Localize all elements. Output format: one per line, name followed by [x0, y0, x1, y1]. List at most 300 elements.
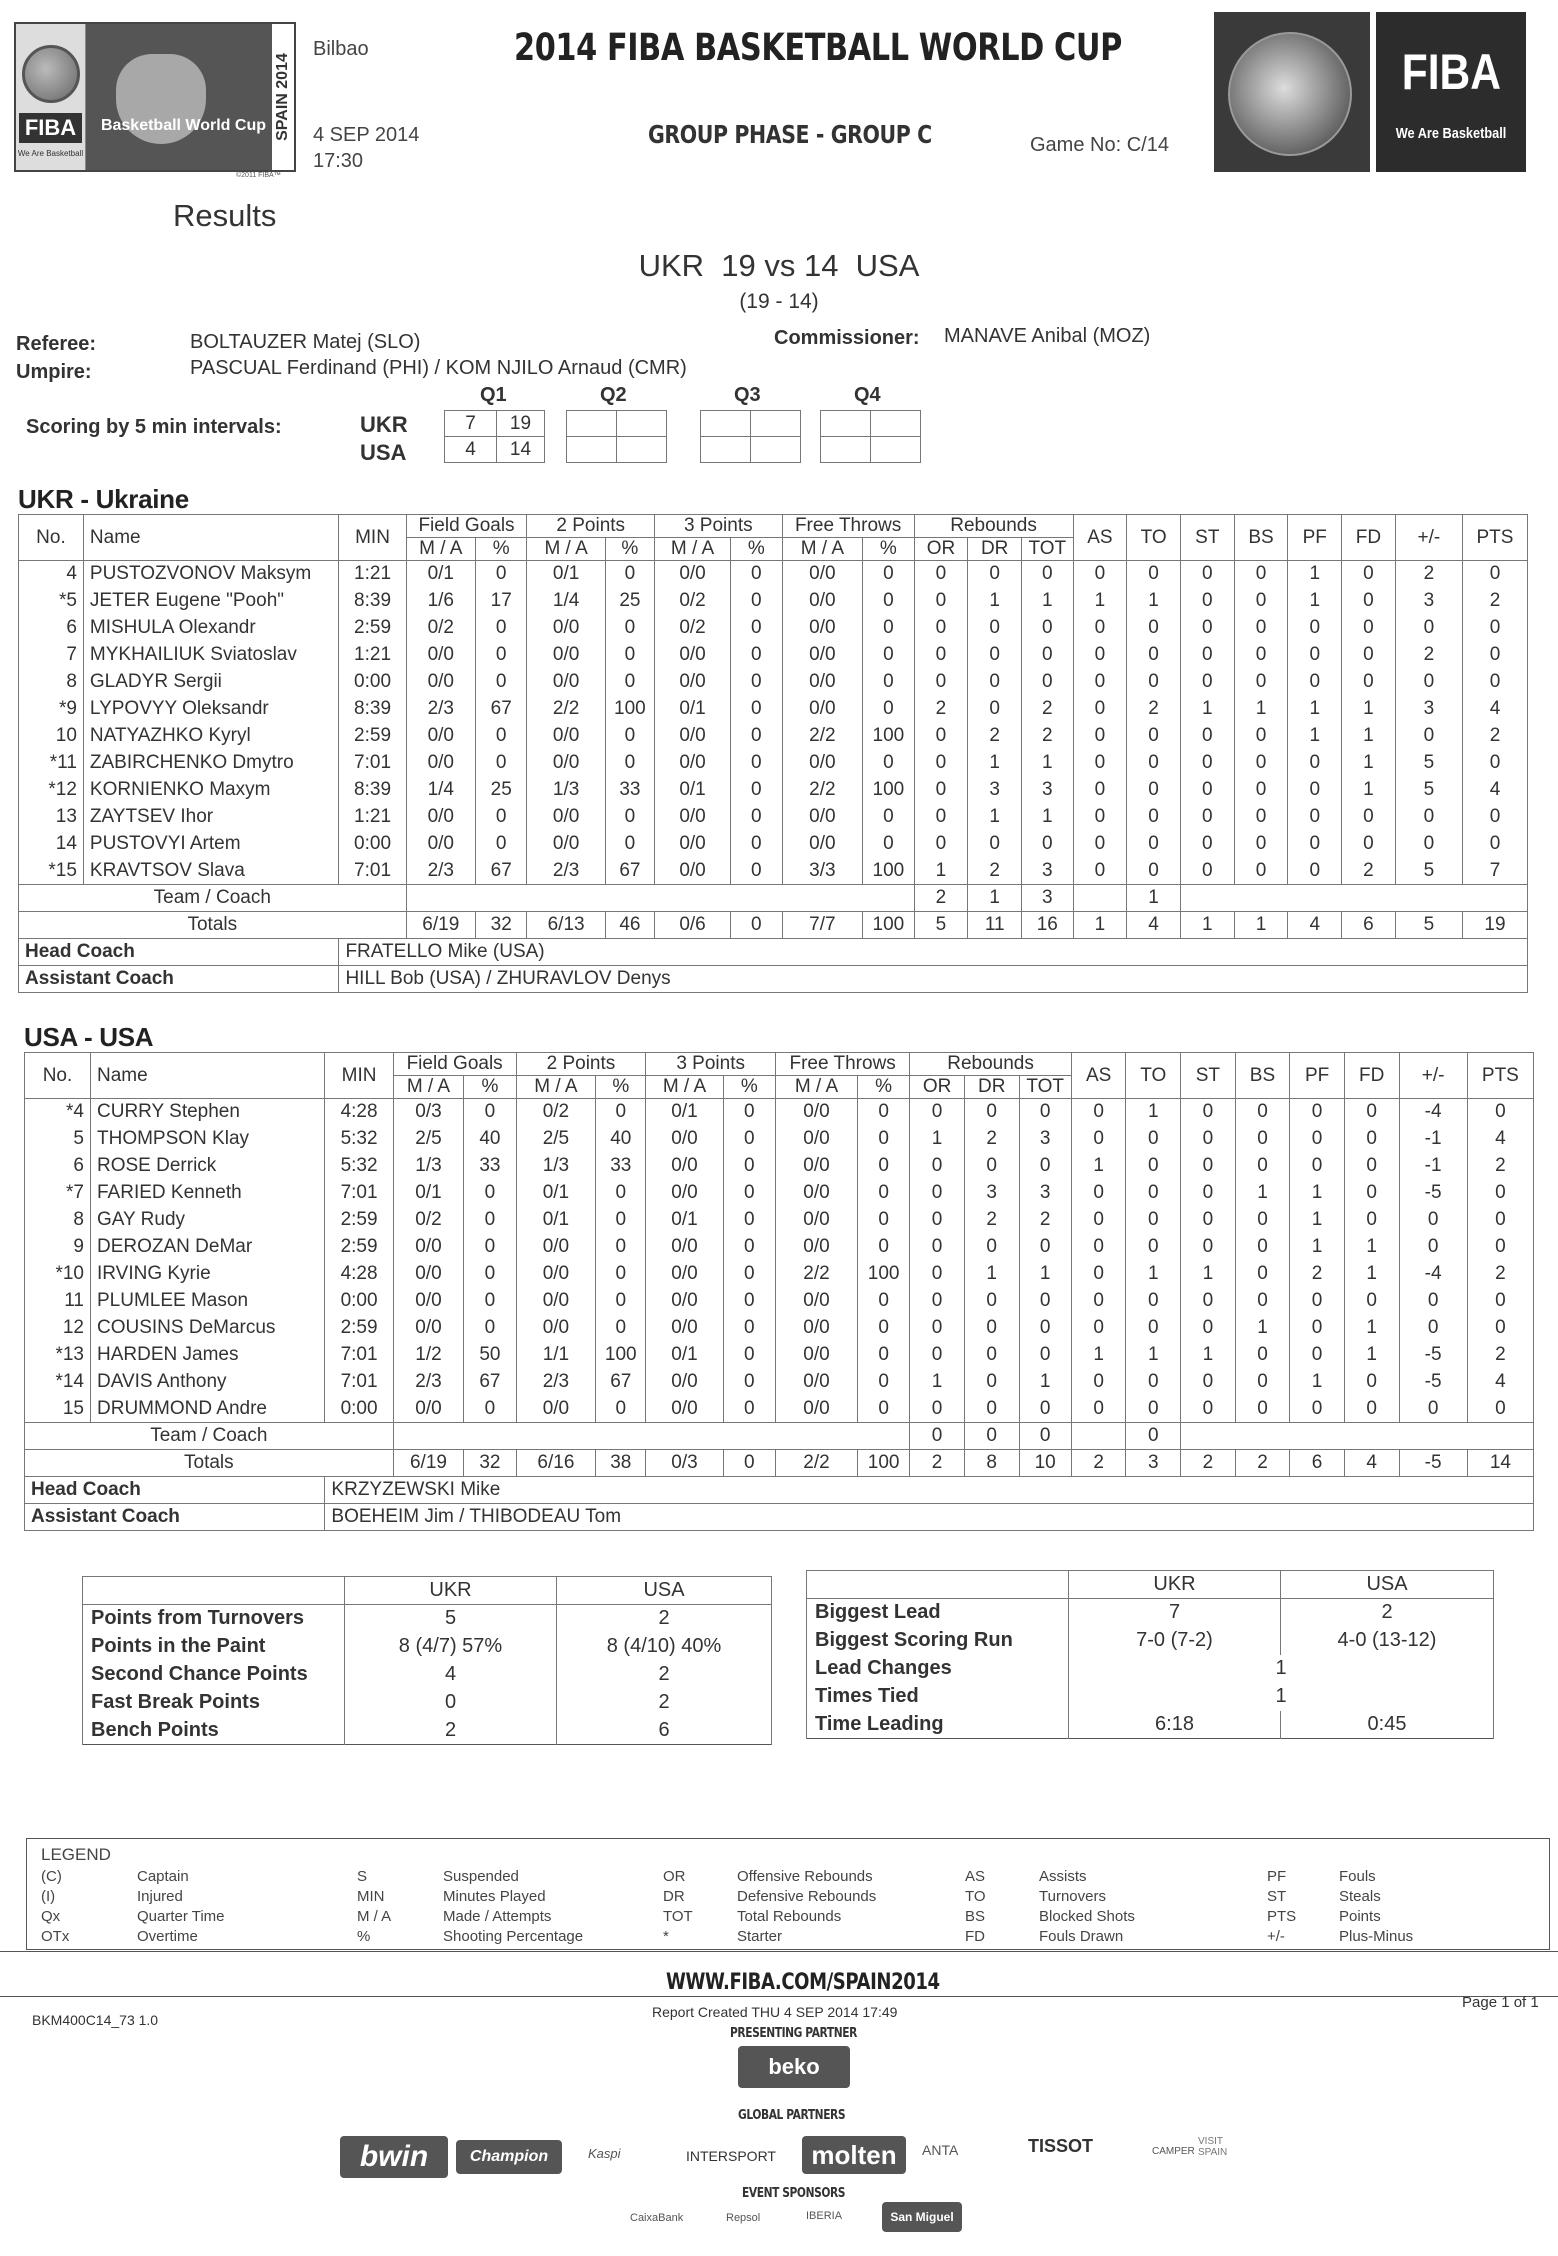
player-stat-cell: 0 [910, 1261, 965, 1288]
team-tot: 0 [1019, 1423, 1071, 1450]
player-stat-cell: 2/3 [527, 858, 605, 885]
player-stat-cell: 3 [1395, 588, 1462, 615]
player-stat-cell: 0 [1234, 561, 1288, 588]
player-stat-cell: 1 [1342, 696, 1396, 723]
player-stat-cell: 4:28 [325, 1099, 393, 1126]
final-score: UKR 19 vs 14 USA [638, 248, 920, 283]
player-stat-cell: 4 [1462, 777, 1527, 804]
player-stat-cell: 0 [910, 1207, 965, 1234]
col-st: ST [1181, 1053, 1236, 1099]
website-link[interactable]: WWW.FIBA.COM/SPAIN2014 [666, 1970, 940, 1995]
player-stat-cell: 0 [1127, 777, 1181, 804]
col-sub-ma: M / A [406, 538, 475, 561]
player-stat-cell: 0 [1399, 1234, 1467, 1261]
player-stat-cell: 0 [1462, 561, 1527, 588]
player-stat-cell: 1/3 [527, 777, 605, 804]
player-stat-cell: 0 [863, 831, 914, 858]
player-stat-cell: 0 [464, 1396, 516, 1423]
player-stat-cell: 0/2 [655, 588, 731, 615]
interval-cell: 7 [445, 411, 497, 437]
total-stat-cell: 6/16 [516, 1450, 596, 1477]
player-stat-cell: 0/0 [776, 1369, 858, 1396]
total-stat-cell: 4 [1288, 912, 1342, 939]
legend-meaning: Captain [137, 1868, 189, 1885]
player-stat-cell: 2:59 [339, 615, 406, 642]
player-stat-cell: 1/3 [393, 1153, 464, 1180]
player-stat-cell: 0 [731, 723, 782, 750]
player-stat-cell: 0 [1462, 750, 1527, 777]
col-st: ST [1180, 515, 1234, 561]
player-stat-cell: 1 [1234, 696, 1288, 723]
repsol-logo: Repsol [726, 2212, 761, 2224]
col-pts: PTS [1462, 515, 1527, 561]
player-stat-cell: 0:00 [339, 831, 406, 858]
col-name: Name [83, 515, 339, 561]
team-or: 0 [910, 1423, 965, 1450]
legend-meaning: Fouls Drawn [1039, 1928, 1124, 1945]
player-stat-cell: 0 [1395, 831, 1462, 858]
player-stat-cell: 0 [464, 1234, 516, 1261]
player-stat-cell: *12 [19, 777, 84, 804]
col-sub-pct: % [857, 1076, 909, 1099]
player-stat-cell: 0/1 [393, 1180, 464, 1207]
legend-abbr: +/- [1267, 1928, 1285, 1945]
player-stat-cell: 0 [1071, 1261, 1126, 1288]
player-stat-cell: 40 [596, 1126, 646, 1153]
col-min: MIN [339, 515, 406, 561]
player-stat-cell: DEROZAN DeMar [91, 1234, 325, 1261]
player-stat-cell: 1 [1288, 588, 1342, 615]
player-stat-cell: NATYAZHKO Kyryl [83, 723, 339, 750]
player-stat-cell: 0/0 [527, 615, 605, 642]
player-stat-cell: 0 [1344, 1180, 1399, 1207]
assistant-coach-label: Assistant Coach [19, 966, 339, 993]
player-stat-cell: 0 [1071, 1207, 1126, 1234]
player-stat-cell: 0 [723, 1261, 775, 1288]
player-stat-cell: 0 [1467, 1396, 1533, 1423]
player-stat-cell: 0/0 [655, 642, 731, 669]
player-row [19, 642, 1528, 669]
player-stat-cell: 0 [857, 1288, 909, 1315]
player-stat-cell: 0 [1180, 750, 1234, 777]
player-stat-cell: DRUMMOND Andre [91, 1396, 325, 1423]
player-stat-cell: 0/1 [646, 1342, 723, 1369]
player-stat-cell: 0 [605, 750, 654, 777]
player-stat-cell: 67 [475, 858, 526, 885]
col-2pt: 2 Points [516, 1053, 646, 1076]
player-stat-cell: 0 [1234, 588, 1288, 615]
total-stat-cell: 6 [1342, 912, 1396, 939]
legend-meaning: Offensive Rebounds [737, 1868, 873, 1885]
col-sub-dr: DR [968, 538, 1022, 561]
player-stat-cell: 0 [1022, 669, 1073, 696]
player-stat-cell: 0/0 [646, 1369, 723, 1396]
col-sub-pct: % [464, 1076, 516, 1099]
player-stat-cell: 33 [596, 1153, 646, 1180]
player-stat-cell: 1 [1071, 1342, 1126, 1369]
player-stat-cell: 0 [968, 642, 1022, 669]
player-stat-cell: 0 [1395, 804, 1462, 831]
player-stat-cell: 0 [863, 696, 914, 723]
player-stat-cell: 0 [475, 669, 526, 696]
total-stat-cell: 3 [1126, 1450, 1181, 1477]
player-stat-cell: 0 [1462, 669, 1527, 696]
player-stat-cell: 0 [857, 1207, 909, 1234]
player-stat-cell: 2 [914, 696, 968, 723]
player-stat-cell: 0 [914, 669, 968, 696]
player-stat-cell: 0 [1288, 858, 1342, 885]
game-number: Game No: C/14 [1030, 134, 1169, 156]
player-stat-cell: 0:00 [325, 1396, 393, 1423]
player-stat-cell: *10 [25, 1261, 91, 1288]
player-stat-cell: 0/0 [393, 1288, 464, 1315]
player-stat-cell: 1/2 [393, 1342, 464, 1369]
total-stat-cell: 5 [914, 912, 968, 939]
player-stat-cell: 0 [1126, 1126, 1181, 1153]
player-stat-cell: 0 [731, 831, 782, 858]
umpire-label: Umpire: [16, 361, 92, 383]
game-date: 4 SEP 2014 [313, 124, 420, 146]
player-stat-cell: 0 [1181, 1153, 1236, 1180]
col-sub-tot: TOT [1022, 538, 1073, 561]
col-3pt: 3 Points [655, 515, 783, 538]
total-stat-cell: 0 [731, 912, 782, 939]
player-stat-cell: 0 [1342, 588, 1396, 615]
player-stat-cell: 0 [1022, 642, 1073, 669]
player-stat-cell: 3 [1019, 1180, 1071, 1207]
player-stat-cell: 8:39 [339, 777, 406, 804]
legend-abbr: ST [1267, 1888, 1287, 1905]
event-logo-art [86, 24, 272, 170]
player-row [25, 1369, 1534, 1396]
player-stat-cell: 0 [1180, 642, 1234, 669]
q1-label: Q1 [480, 384, 507, 406]
player-stat-cell: 0/0 [782, 831, 863, 858]
player-stat-cell: 3 [968, 777, 1022, 804]
player-stat-cell: 67 [605, 858, 654, 885]
player-stat-cell: 6 [25, 1153, 91, 1180]
player-stat-cell: 0 [1467, 1288, 1533, 1315]
player-row [25, 1261, 1534, 1288]
player-stat-cell: 0 [1395, 723, 1462, 750]
player-stat-cell: 0 [596, 1207, 646, 1234]
player-stat-cell: 0 [1127, 750, 1181, 777]
player-stat-cell: 0 [1073, 858, 1127, 885]
referee-label: Referee: [16, 333, 97, 355]
legend-meaning: Steals [1339, 1888, 1381, 1905]
player-stat-cell: 1 [964, 1261, 1019, 1288]
q4-interval-grid [820, 410, 921, 463]
interval-cell: 19 [497, 411, 545, 437]
player-stat-cell: 0 [1126, 1369, 1181, 1396]
player-stat-cell: 0 [1071, 1180, 1126, 1207]
player-stat-cell: 1 [1235, 1315, 1290, 1342]
player-stat-cell: 0 [964, 1153, 1019, 1180]
player-stat-cell: 0 [1235, 1342, 1290, 1369]
player-stat-cell: 2 [1395, 642, 1462, 669]
total-stat-cell: 32 [464, 1450, 516, 1477]
q4-label: Q4 [854, 384, 881, 406]
player-stat-cell: 1 [910, 1369, 965, 1396]
player-stat-cell: 1 [1126, 1099, 1181, 1126]
legend-abbr: PF [1267, 1868, 1287, 1885]
points-value: 8 (4/7) 57% [345, 1633, 557, 1661]
legend-meaning: Total Rebounds [737, 1908, 842, 1925]
player-stat-cell: 0 [964, 1396, 1019, 1423]
player-stat-cell: 0/0 [776, 1126, 858, 1153]
legend-abbr: PTS [1267, 1908, 1297, 1925]
totals-row [25, 1450, 1534, 1477]
player-stat-cell: 3 [964, 1180, 1019, 1207]
player-row [25, 1342, 1534, 1369]
total-stat-cell: 14 [1467, 1450, 1533, 1477]
player-stat-cell: 0 [914, 831, 968, 858]
player-stat-cell: 0:00 [325, 1288, 393, 1315]
player-stat-cell: 14 [19, 831, 84, 858]
player-stat-cell: 0 [1019, 1234, 1071, 1261]
player-stat-cell: 0 [1071, 1234, 1126, 1261]
player-row [19, 723, 1528, 750]
bwin-logo: bwin [340, 2136, 448, 2178]
player-stat-cell: 0 [1022, 561, 1073, 588]
player-stat-cell: 1 [1181, 1261, 1236, 1288]
player-stat-cell: THOMPSON Klay [91, 1126, 325, 1153]
player-stat-cell: 0 [910, 1180, 965, 1207]
player-stat-cell: 1 [1235, 1180, 1290, 1207]
player-stat-cell: 0 [723, 1315, 775, 1342]
player-stat-cell: 7:01 [339, 750, 406, 777]
player-stat-cell: 0 [1235, 1261, 1290, 1288]
player-stat-cell: GAY Rudy [91, 1207, 325, 1234]
player-stat-cell: 1 [1290, 1369, 1345, 1396]
player-stat-cell: 0:00 [339, 669, 406, 696]
head-coach-label: Head Coach [19, 939, 339, 966]
player-stat-cell: 1 [1022, 804, 1073, 831]
player-stat-cell: COUSINS DeMarcus [91, 1315, 325, 1342]
player-stat-cell: 0 [1342, 561, 1396, 588]
player-stat-cell: 1/4 [527, 588, 605, 615]
legend-meaning: Points [1339, 1908, 1381, 1925]
logo-copyright: ©2011 FIBA™ [236, 172, 281, 179]
player-stat-cell: 0 [968, 615, 1022, 642]
globe-basketball-icon [1228, 32, 1352, 156]
player-stat-cell: 0/0 [655, 804, 731, 831]
player-stat-cell: 8 [19, 669, 84, 696]
total-stat-cell: 6/13 [527, 912, 605, 939]
col-sub-ma: M / A [776, 1076, 858, 1099]
report-code: BKM400C14_73 1.0 [32, 2012, 159, 2028]
team-or: 2 [914, 885, 968, 912]
player-stat-cell: 0/0 [655, 750, 731, 777]
iberia-logo: IBERIA [806, 2210, 843, 2222]
player-stat-cell: *5 [19, 588, 84, 615]
player-stat-cell: 0 [863, 642, 914, 669]
player-stat-cell: 12 [25, 1315, 91, 1342]
legend-abbr: (C) [41, 1868, 62, 1885]
col-sub-or: OR [914, 538, 968, 561]
col-sub-pct: % [723, 1076, 775, 1099]
player-stat-cell: 0 [1071, 1126, 1126, 1153]
legend-meaning: Defensive Rebounds [737, 1888, 877, 1905]
legend-abbr: OTx [41, 1928, 70, 1945]
player-stat-cell: 2/3 [516, 1369, 596, 1396]
player-stat-cell: 2 [964, 1126, 1019, 1153]
player-stat-cell: *11 [19, 750, 84, 777]
col-2pt: 2 Points [527, 515, 655, 538]
player-stat-cell: 0 [731, 777, 782, 804]
player-stat-cell: 1 [1181, 1342, 1236, 1369]
umpire-names: PASCUAL Ferdinand (PHI) / KOM NJILO Arnaud (CMR) [190, 357, 687, 379]
player-stat-cell: 5:32 [325, 1126, 393, 1153]
player-stat-cell: 0 [723, 1396, 775, 1423]
q3-label: Q3 [734, 384, 761, 406]
player-stat-cell: 0 [1399, 1396, 1467, 1423]
player-stat-cell: 0 [596, 1288, 646, 1315]
player-stat-cell: 100 [605, 696, 654, 723]
team-to: 1 [1127, 885, 1181, 912]
player-stat-cell: 0 [1019, 1342, 1071, 1369]
tissot-logo: TISSOT [1028, 2136, 1094, 2156]
legend-meaning: Assists [1039, 1868, 1087, 1885]
player-stat-cell: 0 [1180, 615, 1234, 642]
legend-meaning: Turnovers [1039, 1888, 1106, 1905]
player-stat-cell: 1 [1290, 1234, 1345, 1261]
player-stat-cell: 0 [723, 1099, 775, 1126]
player-stat-cell: 0 [863, 750, 914, 777]
player-stat-cell: 0 [910, 1153, 965, 1180]
player-stat-cell: 0/0 [406, 642, 475, 669]
player-stat-cell: 0/0 [527, 723, 605, 750]
legend-abbr: OR [663, 1868, 686, 1885]
player-stat-cell: 0 [1235, 1369, 1290, 1396]
player-stat-cell: 0 [1127, 858, 1181, 885]
player-stat-cell: 0 [596, 1099, 646, 1126]
player-row [25, 1126, 1534, 1153]
col-3pt: 3 Points [646, 1053, 776, 1076]
player-stat-cell: 7:01 [339, 858, 406, 885]
player-stat-cell: 0 [863, 561, 914, 588]
player-stat-cell: 0/1 [406, 561, 475, 588]
col-sub-or: OR [910, 1076, 965, 1099]
player-stat-cell: 1 [1127, 588, 1181, 615]
player-stat-cell: 0/0 [776, 1342, 858, 1369]
total-stat-cell: 8 [964, 1450, 1019, 1477]
legend-abbr: AS [965, 1868, 986, 1885]
player-stat-cell: 0 [605, 723, 654, 750]
player-stat-cell: 0/0 [646, 1315, 723, 1342]
player-stat-cell: 0/2 [516, 1099, 596, 1126]
player-stat-cell: 0/0 [782, 750, 863, 777]
total-stat-cell: 46 [605, 912, 654, 939]
total-stat-cell: 19 [1462, 912, 1527, 939]
player-stat-cell: 0 [1071, 1396, 1126, 1423]
player-stat-cell: 0 [863, 669, 914, 696]
col-name: Name [91, 1053, 325, 1099]
player-stat-cell: 0 [968, 561, 1022, 588]
player-stat-cell: 0 [1019, 1288, 1071, 1315]
player-stat-cell: MYKHAILIUK Sviatoslav [83, 642, 339, 669]
player-stat-cell: 0/0 [646, 1153, 723, 1180]
player-stat-cell: 0 [1290, 1126, 1345, 1153]
col-fg: Field Goals [406, 515, 527, 538]
q2-interval-grid [566, 410, 667, 463]
player-stat-cell: 50 [464, 1342, 516, 1369]
team-ukr-title: UKR - Ukraine [18, 484, 189, 514]
col-sub-ma: M / A [516, 1076, 596, 1099]
total-stat-cell: 0/3 [646, 1450, 723, 1477]
player-stat-cell: 0/0 [393, 1315, 464, 1342]
player-stat-cell: 0/0 [776, 1315, 858, 1342]
player-stat-cell: 0 [964, 1315, 1019, 1342]
player-stat-cell: 0 [1342, 804, 1396, 831]
total-stat-cell: 100 [863, 912, 914, 939]
col-sub-ma: M / A [393, 1076, 464, 1099]
player-stat-cell: 0 [1290, 1396, 1345, 1423]
player-stat-cell: 2/2 [527, 696, 605, 723]
player-stat-cell: 1/4 [406, 777, 475, 804]
lead-value: 1 [1069, 1683, 1494, 1711]
player-stat-cell: 0/0 [655, 723, 731, 750]
player-stat-cell: 0 [1290, 1099, 1345, 1126]
player-stat-cell: 0 [464, 1288, 516, 1315]
player-stat-cell: 0 [1180, 669, 1234, 696]
player-stat-cell: 0 [964, 1288, 1019, 1315]
player-stat-cell: 1 [1344, 1315, 1399, 1342]
col-no: No. [19, 515, 84, 561]
col-sub-pct: % [863, 538, 914, 561]
player-stat-cell: 1 [1071, 1153, 1126, 1180]
col-rebounds: Rebounds [910, 1053, 1072, 1076]
player-stat-cell: 0 [1467, 1180, 1533, 1207]
player-stat-cell: -1 [1399, 1126, 1467, 1153]
player-stat-cell: 0 [910, 1396, 965, 1423]
player-stat-cell: KRAVTSOV Slava [83, 858, 339, 885]
player-stat-cell: 1 [1022, 588, 1073, 615]
col-ft: Free Throws [776, 1053, 910, 1076]
player-stat-cell: 0 [1126, 1180, 1181, 1207]
player-stat-cell: 33 [464, 1153, 516, 1180]
player-stat-cell: 1 [1290, 1180, 1345, 1207]
legend-meaning: Suspended [443, 1868, 519, 1885]
player-stat-cell: 0 [1127, 561, 1181, 588]
player-stat-cell: GLADYR Sergii [83, 669, 339, 696]
player-stat-cell: 0/0 [782, 642, 863, 669]
player-stat-cell: 0 [1181, 1207, 1236, 1234]
player-stat-cell: LYPOVYY Oleksandr [83, 696, 339, 723]
player-stat-cell: 2 [1462, 723, 1527, 750]
total-stat-cell: 32 [475, 912, 526, 939]
player-stat-cell: 0/0 [393, 1261, 464, 1288]
player-stat-cell: 0/0 [406, 750, 475, 777]
player-stat-cell: 0/0 [646, 1288, 723, 1315]
player-stat-cell: 0 [910, 1342, 965, 1369]
player-stat-cell: 1:21 [339, 561, 406, 588]
head-coach-name: KRZYZEWSKI Mike [325, 1477, 1534, 1504]
player-stat-cell: 0 [1235, 1234, 1290, 1261]
commissioner-label: Commissioner: [774, 327, 920, 349]
player-stat-cell: 0/0 [406, 723, 475, 750]
player-stat-cell: 0/0 [655, 669, 731, 696]
player-stat-cell: 0 [1071, 1288, 1126, 1315]
assistant-coach-names: BOEHEIM Jim / THIBODEAU Tom [325, 1504, 1534, 1531]
interval-team-usa: USA [360, 440, 407, 465]
player-stat-cell: 0 [1180, 858, 1234, 885]
player-stat-cell: 0 [1395, 669, 1462, 696]
player-stat-cell: 25 [475, 777, 526, 804]
player-stat-cell: 0/0 [655, 561, 731, 588]
player-stat-cell: 0/0 [406, 669, 475, 696]
points-value: 0 [345, 1689, 557, 1717]
